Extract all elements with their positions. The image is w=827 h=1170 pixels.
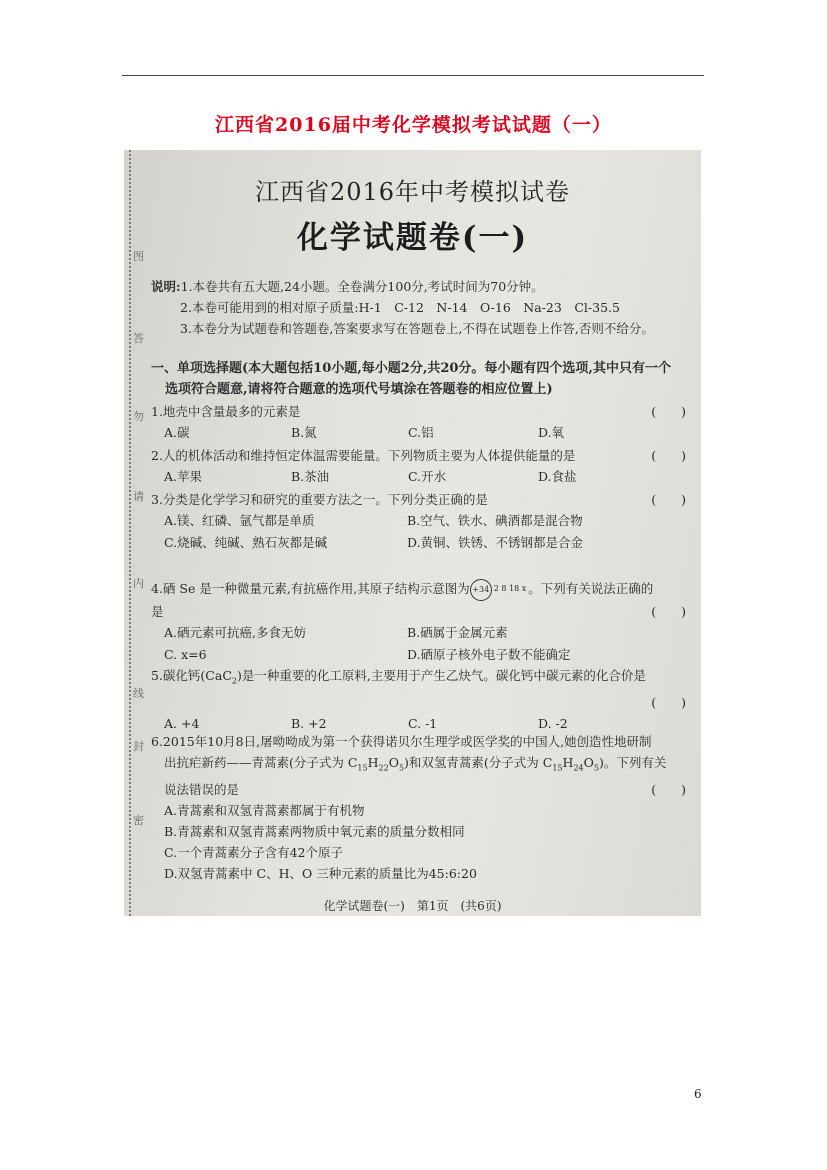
section-heading-line: 一、单项选择题(本大题包括10小题,每小题2分,共20分。每小题有四个选项,其中只有一个 xyxy=(151,361,671,376)
question-5 xyxy=(151,665,696,735)
binding-mark: 封 xyxy=(133,740,144,753)
option-d: D.食盐 xyxy=(538,469,577,484)
question-stem: 。下列有关说法正确的 xyxy=(528,581,654,596)
option-c: C. -1 xyxy=(408,715,438,731)
question-stem: H xyxy=(562,755,574,770)
option-d: D.硒原子核外电子数不能确定 xyxy=(407,646,571,662)
subscript: 24 xyxy=(573,763,584,773)
binding-mark: 请 xyxy=(133,490,144,503)
exam-notes xyxy=(151,276,696,339)
question-stem: 是 xyxy=(151,603,164,619)
subscript: 5 xyxy=(593,763,599,773)
option-d: D.黄铜、铁锈、不锈钢都是合金 xyxy=(407,535,584,550)
option-a: A. +4 xyxy=(164,715,200,731)
binding-mark: 内 xyxy=(133,577,144,590)
question-stem: 出抗疟新药——青蒿素(分子式为 C xyxy=(164,755,358,770)
question-1 xyxy=(151,401,696,444)
question-stem: )是一种重要的化工原料,主要用于产生乙炔气。碳化钙中碳元素的化合价是 xyxy=(236,668,646,683)
question-2 xyxy=(151,445,696,488)
exam-photo xyxy=(124,150,701,916)
subscript: 2 xyxy=(231,676,237,686)
answer-parenthesis: ( ) xyxy=(651,694,686,710)
question-6 xyxy=(151,731,696,884)
option-a: A.苹果 xyxy=(164,469,203,484)
binding-mark: 勿 xyxy=(133,410,144,423)
note-item: 1.本卷共有五大题,24小题。全卷满分100分,考试时间为70分钟。 xyxy=(180,279,544,294)
option-d: D. -2 xyxy=(538,715,568,731)
page-number: 6 xyxy=(694,1087,702,1101)
question-4 xyxy=(151,578,696,666)
answer-parenthesis: ( ) xyxy=(651,492,686,507)
header-rule xyxy=(122,75,704,76)
subscript: 15 xyxy=(357,763,368,773)
answer-parenthesis: ( ) xyxy=(651,448,686,463)
question-stem: 说法错误的是 xyxy=(164,781,240,797)
option-b: B. +2 xyxy=(291,715,327,731)
binding-mark: 答 xyxy=(133,332,144,345)
binding-mark: 线 xyxy=(133,687,144,700)
note-item: 3.本卷分为试题卷和答题卷,答案要求写在答题卷上,不得在试题卷上作答,否则不给分。 xyxy=(180,321,654,336)
option-a: A.青蒿素和双氢青蒿素都属于有机物 xyxy=(164,802,365,818)
question-stem: )。下列有关 xyxy=(598,755,667,770)
question-stem: 4.硒 Se 是一种微量元素,有抗癌作用,其原子结构示意图为 xyxy=(151,581,470,596)
subscript: 15 xyxy=(552,763,563,773)
answer-parenthesis: ( ) xyxy=(651,404,686,419)
option-c: C.开水 xyxy=(408,469,447,484)
electron-shells: 2 8 18 x xyxy=(493,584,527,593)
exam-title: 江西省2016年中考模拟试卷 xyxy=(254,178,571,206)
question-stem: )和双氢青蒿素(分子式为 C xyxy=(404,755,553,770)
option-d: D.氧 xyxy=(538,425,565,440)
option-b: B.氮 xyxy=(291,425,317,440)
option-b: B.硒属于金属元素 xyxy=(407,624,508,640)
option-a: A.硒元素可抗癌,多食无妨 xyxy=(164,624,306,640)
question-stem: 6.2015年10月8日,屠呦呦成为第一个获得诺贝尔生理学或医学奖的中国人,她创造性地研制 xyxy=(151,734,652,749)
question-stem: O xyxy=(388,755,399,770)
binding-dotted-line xyxy=(129,150,131,916)
option-b: B.青蒿素和双氢青蒿素两物质中氧元素的质量分数相同 xyxy=(164,823,465,839)
option-d: D.双氢青蒿素中 C、H、O 三种元素的质量比为45:6:20 xyxy=(164,865,477,881)
section-heading xyxy=(151,358,691,400)
page-title: 江西省2016届中考化学模拟考试试题（一） xyxy=(215,114,612,136)
option-c: C.铝 xyxy=(408,425,434,440)
question-stem: 5.碳化钙(CaC xyxy=(151,668,232,683)
option-a: A.镁、红磷、氩气都是单质 xyxy=(164,513,315,528)
exam-subtitle: 化学试题卷(一) xyxy=(296,220,529,256)
notes-label: 说明: xyxy=(151,279,181,294)
answer-parenthesis: ( ) xyxy=(651,603,686,619)
option-c: C. x=6 xyxy=(164,646,207,662)
option-c: C.烧碱、纯碱、熟石灰都是碱 xyxy=(164,535,328,550)
question-stem: H xyxy=(367,755,379,770)
subscript: 5 xyxy=(398,763,405,773)
answer-parenthesis: ( ) xyxy=(651,781,686,797)
question-stem: 3.分类是化学学习和研究的重要方法之一。下列分类正确的是 xyxy=(151,492,488,507)
option-a: A.碳 xyxy=(164,425,190,440)
atomic-structure-diagram: +34 xyxy=(470,579,492,601)
question-stem: 1.地壳中含量最多的元素是 xyxy=(151,404,301,419)
question-3 xyxy=(151,489,696,554)
question-stem: O xyxy=(583,755,594,770)
binding-mark: 密 xyxy=(133,814,144,827)
binding-margin xyxy=(124,150,144,916)
section-heading-line: 选项符合题意,请将符合题意的选项代号填涂在答题卷的相应位置上) xyxy=(165,382,553,397)
binding-mark: 图 xyxy=(133,250,144,263)
subscript: 22 xyxy=(378,763,389,773)
note-item: 2.本卷可能用到的相对原子质量:H-1 C-12 N-14 O-16 Na-23 Cl-35.5 xyxy=(180,300,620,315)
option-b: B.茶油 xyxy=(291,469,330,484)
question-stem: 2.人的机体活动和维持恒定体温需要能量。下列物质主要为人体提供能量的是 xyxy=(151,448,576,463)
option-b: B.空气、铁水、碘酒都是混合物 xyxy=(407,513,583,528)
option-c: C.一个青蒿素分子含有42个原子 xyxy=(164,844,343,860)
exam-page-footer: 化学试题卷(一) 第1页 (共6页) xyxy=(323,899,502,913)
